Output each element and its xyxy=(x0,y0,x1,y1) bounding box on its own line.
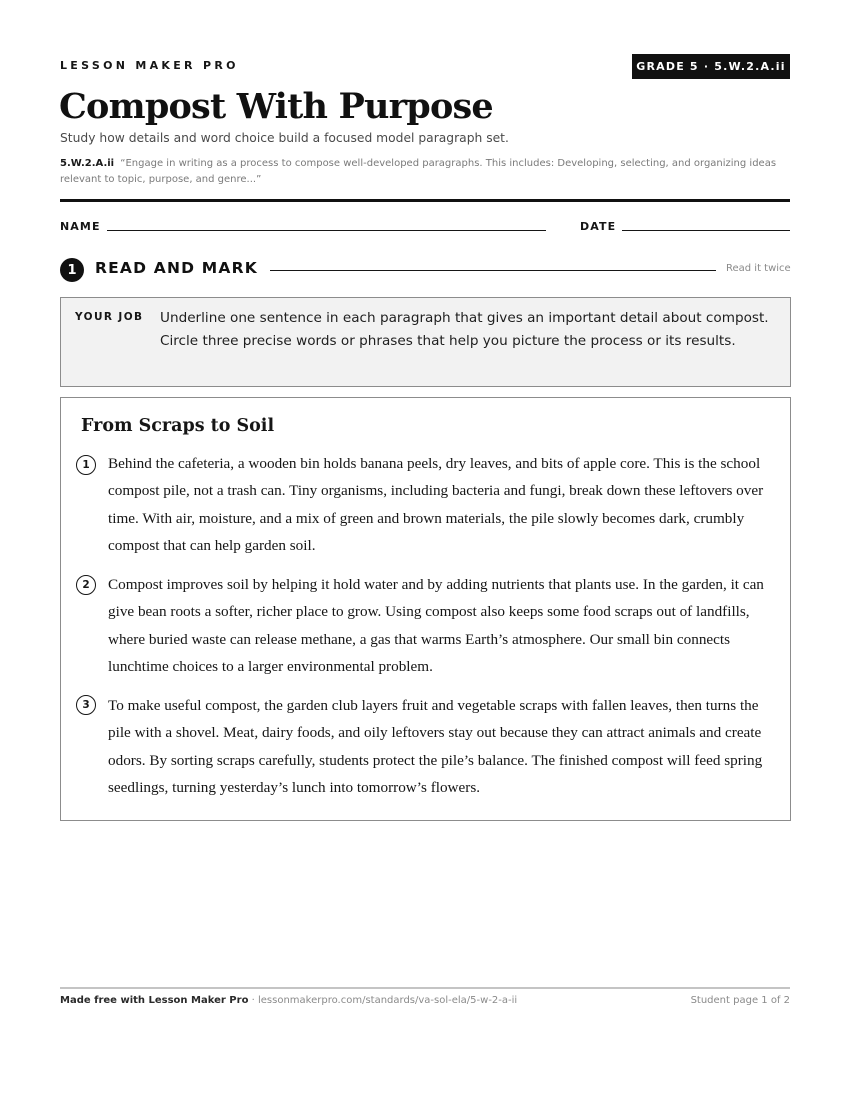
instructions-text: Underline one sentence in each paragraph that gives an important detail about compost. Circle three precise words or phrases that help you picture the process or its results. xyxy=(160,310,769,349)
footer-page-number: Student page 1 of 2 xyxy=(690,995,790,1006)
name-field[interactable] xyxy=(107,230,546,231)
footer-divider xyxy=(60,987,790,989)
passage-title: From Scraps to Soil xyxy=(81,416,275,436)
passage-paragraph: To make useful compost, the garden club layers fruit and vegetable scraps with fallen leaves, then turns the pile with a shovel. Meat, dairy foods, and oily leftovers stay out because they can attract animals and create odors. By sorting scraps carefully, students protect the pile’s balance. The finished compost will feed spring seedlings, turning yesterday’s lunch into tomorrow’s flowers. xyxy=(108,697,763,797)
name-label: NAME xyxy=(60,220,101,233)
instructions-box xyxy=(60,297,791,387)
paragraph-number-badge: 1 xyxy=(76,455,96,475)
date-field[interactable] xyxy=(622,230,790,231)
section-number-badge: 1 xyxy=(60,258,84,282)
date-label: DATE xyxy=(580,220,617,233)
instructions-label: YOUR JOB xyxy=(75,311,144,323)
passage-paragraph: Compost improves soil by helping it hold water and by adding nutrients that plants use. In the garden, it can give bean roots a softer, richer place to grow. Using compost also keeps some food scraps out of landfills, where buried waste can release methane, a gas that warms Earth’s atmosphere. Our small bin connects lunchtime choices to a larger environmental problem. xyxy=(108,576,764,676)
section-title: READ AND MARK xyxy=(95,259,258,277)
paragraph-number-badge: 2 xyxy=(76,575,96,595)
grade-badge: GRADE 5 · 5.W.2.A.ii xyxy=(632,54,790,79)
footer-credit xyxy=(60,995,517,1006)
reading-passage xyxy=(60,397,791,821)
header-divider xyxy=(60,199,790,202)
footer-url[interactable]: lessonmakerpro.com/standards/va-sol-ela/5-w-2-a-ii xyxy=(257,995,518,1006)
standard-text: “Engage in writing as a process to compose well-developed paragraphs. This includes: Developing, selecting, and organizing ideas relevant to topic, purpose, and genre...” xyxy=(60,158,777,185)
passage-paragraph: Behind the cafeteria, a wooden bin holds banana peels, dry leaves, and bits of apple core. This is the school compost pile, not a trash can. Tiny organisms, including bacteria and fungi, break down these leftovers over time. With air, moisture, and a mix of green and brown materials, the pile slowly becomes dark, crumbly compost that can help garden soil. xyxy=(108,455,764,555)
brand-name: LESSON MAKER PRO xyxy=(60,59,239,72)
footer-separator: · xyxy=(248,995,258,1006)
paragraph-number-badge: 3 xyxy=(76,695,96,715)
section-note: Read it twice xyxy=(726,263,791,274)
page-subtitle: Study how details and word choice build a focused model paragraph set. xyxy=(60,131,509,145)
section-divider xyxy=(270,270,716,271)
standard-description xyxy=(60,156,790,188)
page-title: Compost With Purpose xyxy=(59,86,493,127)
footer-made-with: Made free with Lesson Maker Pro xyxy=(60,995,249,1006)
standard-code: 5.W.2.A.ii xyxy=(60,158,115,169)
